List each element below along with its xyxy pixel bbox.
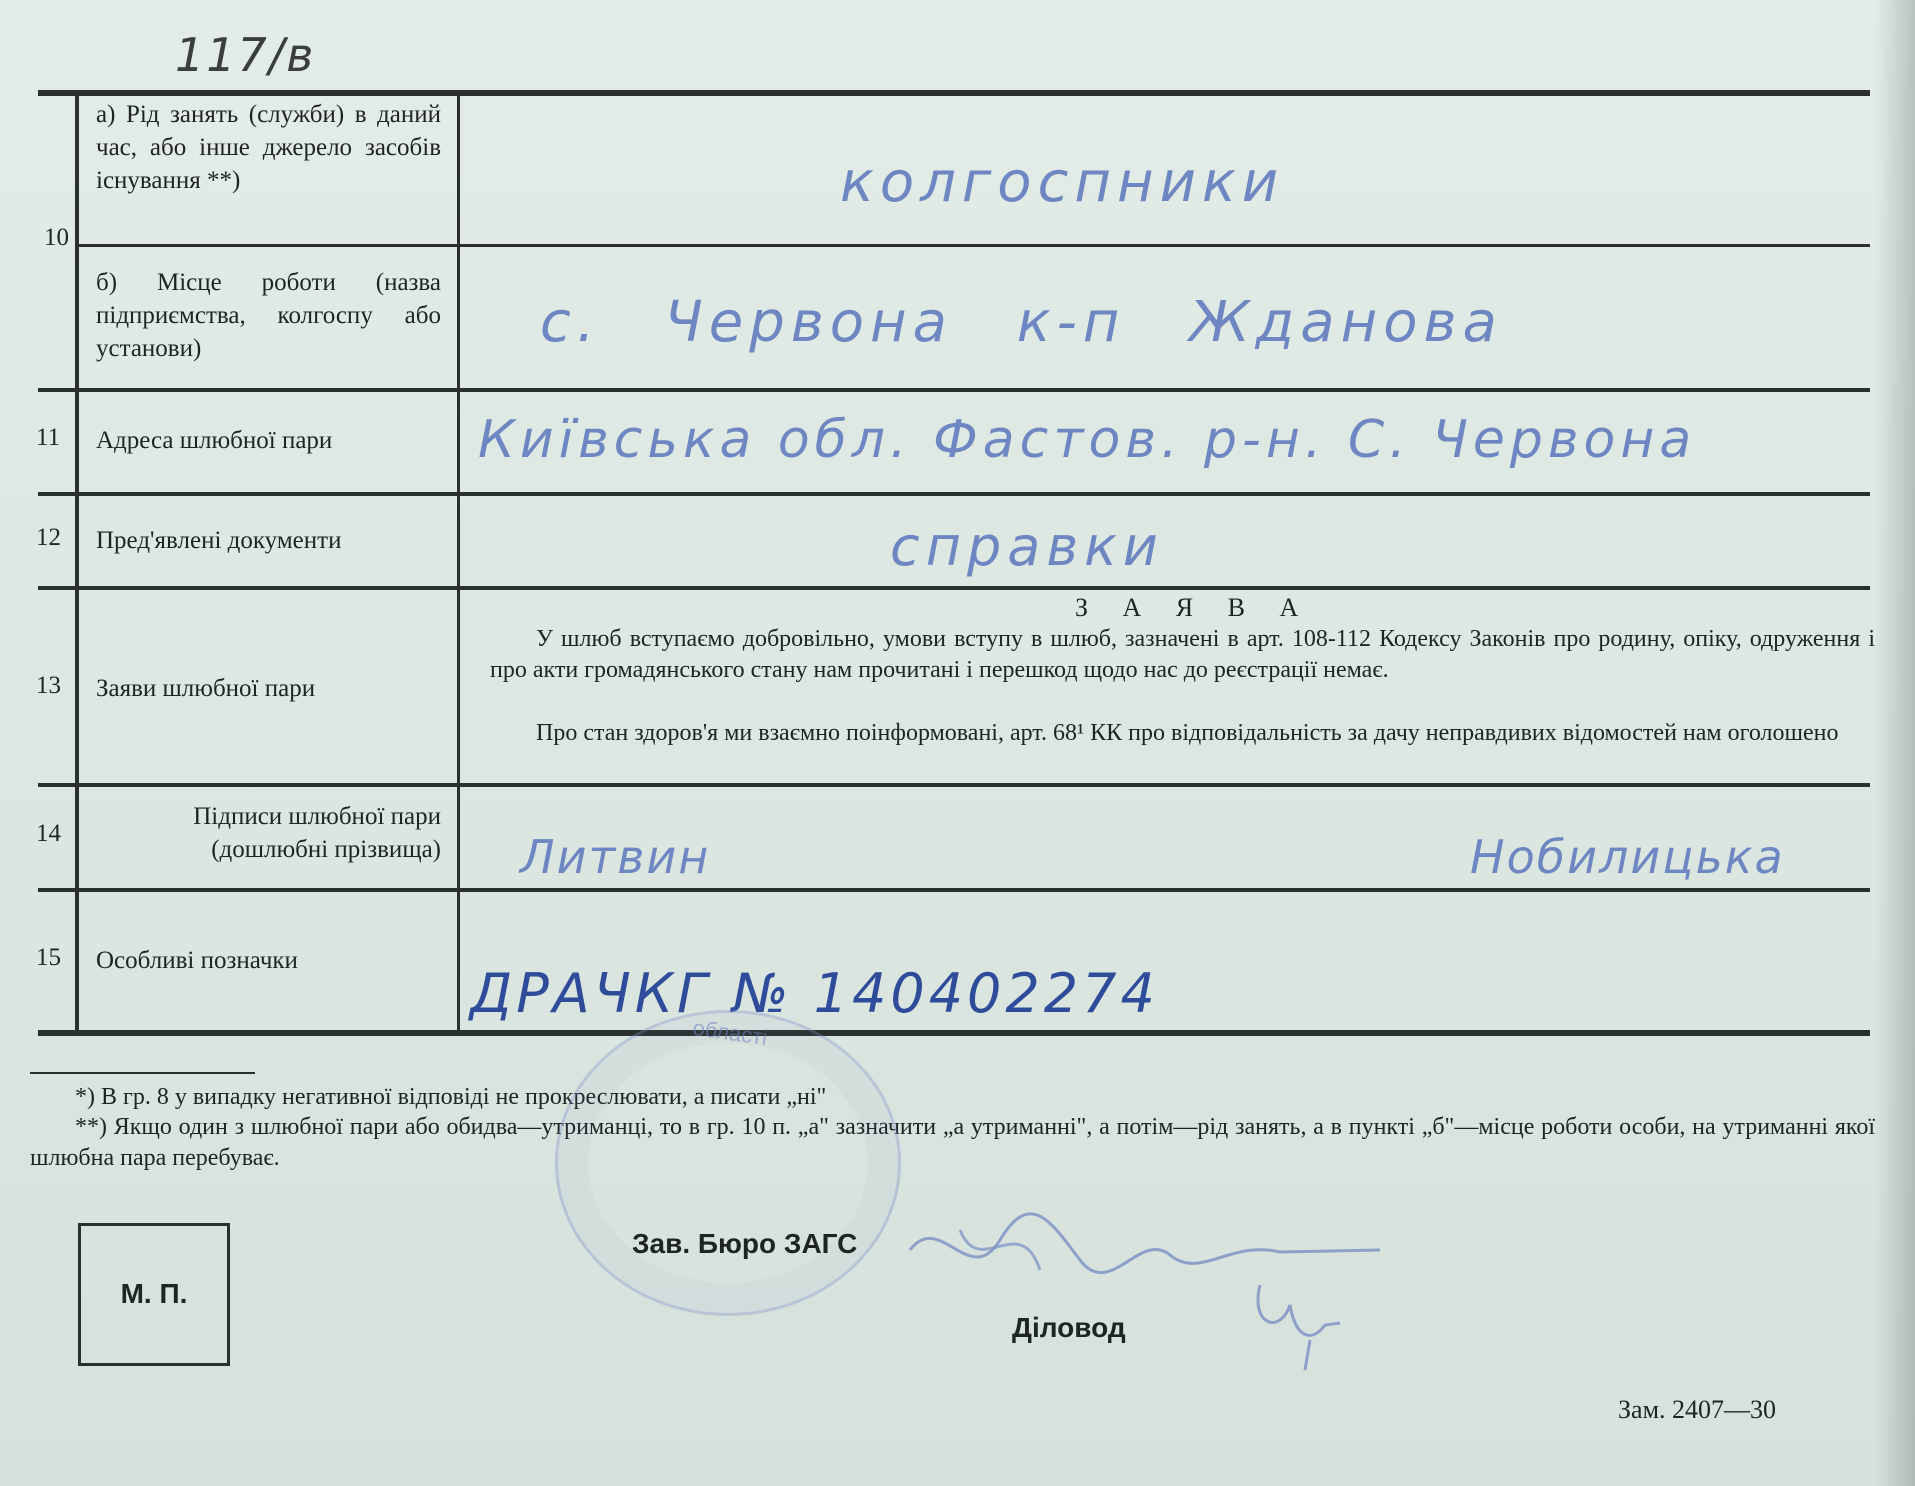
row10a-value: колгоспники <box>840 150 1285 215</box>
row10-number: 10 <box>44 224 69 251</box>
row14-bottom-rule <box>38 888 1870 892</box>
paper-edge-shadow <box>1875 0 1915 1486</box>
row14-label: Підписи шлюбної пари (дошлюбні прізвища) <box>193 803 441 863</box>
row11-value: Київська обл. Фастов. р-н. С. Червона <box>478 410 1697 470</box>
footnote-2: **) Якщо один з шлюбної пари або обидва—утриманці, то в гр. 10 п. „а" зазначити „а утриманні", а потім—рід занять, а в пункті „б"—місце роботи особи, на утриманні якої шлюбна пара перебуває. <box>30 1114 1875 1171</box>
number-column-rule <box>75 94 79 1032</box>
row10-bottom-rule <box>38 388 1870 392</box>
row12-label: Пред'явлені документи <box>96 527 342 554</box>
row15-label: Особливі позначки <box>96 947 298 974</box>
statement-heading: З А Я В А <box>1075 593 1313 622</box>
round-stamp <box>555 1010 901 1316</box>
table-top-rule <box>38 90 1870 96</box>
signature-1: Литвин <box>520 830 711 884</box>
footnote-1: *) В гр. 8 у випадку негативної відповіді не прокреслювати, а писати „ні" <box>75 1084 827 1110</box>
row10b-value: с. Червона к-п Жданова <box>540 290 1503 355</box>
statement-paragraph-2: Про стан здоров'я ми взаємно поінформовані, арт. 68¹ КК про відповідальність за дачу неправдивих відомостей нам оголошено <box>536 720 1839 746</box>
row12-number: 12 <box>36 524 61 551</box>
row14-number: 14 <box>36 820 61 847</box>
clerk-signature <box>1230 1265 1370 1375</box>
row10a-label: а) Рід занять (служби) в даний час, або інше джерело засобів існування **) <box>96 101 441 194</box>
seal-place-box <box>78 1223 230 1366</box>
stamp-text: області <box>691 1014 769 1051</box>
row11-bottom-rule <box>38 492 1870 496</box>
row11-number: 11 <box>36 424 61 451</box>
row13-bottom-rule <box>38 783 1870 787</box>
archive-number: 117/в <box>175 28 316 82</box>
row10b-label: б) Місце роботи (назва підприємства, колгоспу або установи) <box>96 269 441 362</box>
row15-value: ДРАЧКГ № 140402274 <box>470 962 1159 1025</box>
row11-label: Адреса шлюбної пари <box>96 427 333 454</box>
row10-mid-rule <box>75 244 1870 247</box>
row13-label: Заяви шлюбної пари <box>96 675 316 702</box>
seal-place-label: М. П. <box>120 1278 188 1309</box>
print-order-number: Зам. 2407—30 <box>1618 1395 1777 1424</box>
row13-number: 13 <box>36 672 61 699</box>
row12-value: справки <box>890 515 1164 578</box>
footnote-rule <box>30 1072 255 1074</box>
signature-2: Нобилицька <box>1470 830 1785 884</box>
table-bottom-rule <box>38 1030 1870 1036</box>
clerk-label: Діловод <box>1012 1312 1126 1343</box>
row15-number: 15 <box>36 944 61 971</box>
row12-bottom-rule <box>38 586 1870 590</box>
registry-head-label: Зав. Бюро ЗАГС <box>632 1228 858 1259</box>
label-column-rule <box>457 94 460 1032</box>
statement-paragraph-1: У шлюб вступаємо добровільно, умови вступу в шлюб, зазначені в арт. 108-112 Кодексу Законів про родину, опіку, одруження і про акти громадянського стану нам прочитані і перешкод щодо нас до реєстрації немає. <box>490 626 1875 683</box>
